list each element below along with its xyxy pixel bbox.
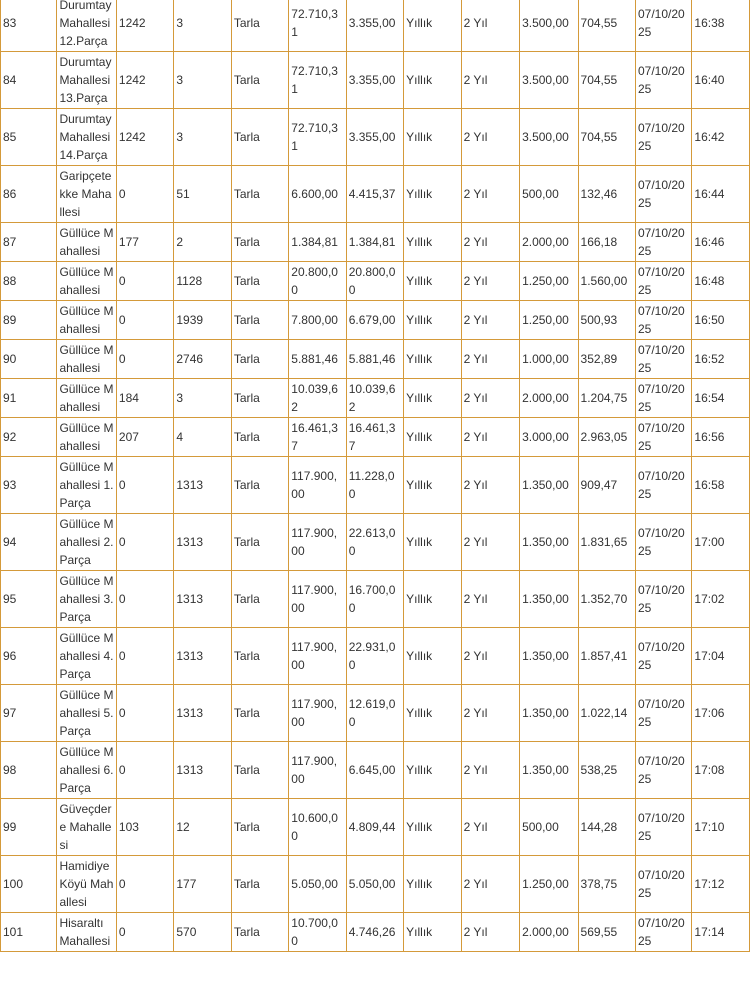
table-row [1,0,750,52]
parcel-cell: 12 [174,799,231,856]
period-cell: Yıllık [404,301,461,340]
price-cell: 500,00 [520,166,578,223]
parcel-cell: 1128 [174,262,231,301]
price-cell: 1.350,00 [520,685,578,742]
neighborhood-cell: Güllüce Mahallesi 3.Parça [57,571,116,628]
row-number-cell: 95 [1,571,57,628]
price-cell: 3.500,00 [520,0,578,52]
duration-cell: 2 Yıl [461,166,519,223]
table-row [1,340,750,379]
period-cell: Yıllık [404,913,461,952]
block-cell: 207 [116,418,173,457]
price-cell: 1.350,00 [520,628,578,685]
time-cell: 17:12 [692,856,750,913]
neighborhood-cell: Güveçdere Mahallesi [57,799,116,856]
leased-area-cell: 4.809,44 [346,799,403,856]
table-row [1,418,750,457]
leased-area-cell: 3.355,00 [346,52,403,109]
leased-area-cell: 5.881,46 [346,340,403,379]
row-number-cell: 92 [1,418,57,457]
table-row [1,223,750,262]
duration-cell: 2 Yıl [461,262,519,301]
table-row [1,166,750,223]
row-number-cell: 99 [1,799,57,856]
block-cell: 1242 [116,0,173,52]
leased-area-cell: 4.746,26 [346,913,403,952]
leased-area-cell: 3.355,00 [346,0,403,52]
date-cell: 07/10/2025 [635,166,691,223]
row-number-cell: 101 [1,913,57,952]
neighborhood-cell: Güllüce Mahallesi 1.Parça [57,457,116,514]
block-cell: 0 [116,457,173,514]
type-cell: Tarla [231,223,288,262]
type-cell: Tarla [231,742,288,799]
duration-cell: 2 Yıl [461,223,519,262]
row-number-cell: 98 [1,742,57,799]
price-cell: 1.250,00 [520,856,578,913]
deposit-cell: 704,55 [578,109,635,166]
parcel-cell: 1313 [174,628,231,685]
block-cell: 0 [116,628,173,685]
duration-cell: 2 Yıl [461,742,519,799]
block-cell: 0 [116,301,173,340]
neighborhood-cell: Hisaraltı Mahallesi [57,913,116,952]
block-cell: 0 [116,571,173,628]
type-cell: Tarla [231,913,288,952]
leased-area-cell: 6.679,00 [346,301,403,340]
type-cell: Tarla [231,856,288,913]
price-cell: 2.000,00 [520,223,578,262]
period-cell: Yıllık [404,262,461,301]
date-cell: 07/10/2025 [635,109,691,166]
type-cell: Tarla [231,418,288,457]
parcel-cell: 1313 [174,571,231,628]
date-cell: 07/10/2025 [635,379,691,418]
type-cell: Tarla [231,301,288,340]
deposit-cell: 1.857,41 [578,628,635,685]
time-cell: 16:54 [692,379,750,418]
period-cell: Yıllık [404,379,461,418]
row-number-cell: 97 [1,685,57,742]
parcel-cell: 1939 [174,301,231,340]
time-cell: 16:44 [692,166,750,223]
period-cell: Yıllık [404,457,461,514]
row-number-cell: 88 [1,262,57,301]
time-cell: 17:14 [692,913,750,952]
parcel-cell: 3 [174,109,231,166]
table-row [1,379,750,418]
time-cell: 16:56 [692,418,750,457]
table-row [1,301,750,340]
parcel-cell: 3 [174,0,231,52]
neighborhood-cell: Hamidiye Köyü Mahallesi [57,856,116,913]
date-cell: 07/10/2025 [635,0,691,52]
parcel-cell: 3 [174,52,231,109]
parcel-cell: 1313 [174,514,231,571]
area-cell: 72.710,31 [289,52,346,109]
neighborhood-cell: Güllüce Mahallesi 5.Parça [57,685,116,742]
leased-area-cell: 20.800,00 [346,262,403,301]
row-number-cell: 85 [1,109,57,166]
period-cell: Yıllık [404,685,461,742]
deposit-cell: 1.352,70 [578,571,635,628]
table-row [1,628,750,685]
row-number-cell: 94 [1,514,57,571]
period-cell: Yıllık [404,856,461,913]
area-cell: 10.700,00 [289,913,346,952]
deposit-cell: 352,89 [578,340,635,379]
area-cell: 72.710,31 [289,0,346,52]
duration-cell: 2 Yıl [461,856,519,913]
period-cell: Yıllık [404,418,461,457]
date-cell: 07/10/2025 [635,913,691,952]
time-cell: 17:10 [692,799,750,856]
type-cell: Tarla [231,340,288,379]
parcel-cell: 2 [174,223,231,262]
row-number-cell: 91 [1,379,57,418]
date-cell: 07/10/2025 [635,418,691,457]
leased-area-cell: 22.931,00 [346,628,403,685]
row-number-cell: 89 [1,301,57,340]
type-cell: Tarla [231,571,288,628]
duration-cell: 2 Yıl [461,379,519,418]
duration-cell: 2 Yıl [461,109,519,166]
duration-cell: 2 Yıl [461,571,519,628]
duration-cell: 2 Yıl [461,301,519,340]
area-cell: 6.600,00 [289,166,346,223]
table-row [1,913,750,952]
block-cell: 0 [116,742,173,799]
deposit-cell: 166,18 [578,223,635,262]
neighborhood-cell: Güllüce Mahallesi [57,301,116,340]
deposit-cell: 500,93 [578,301,635,340]
type-cell: Tarla [231,0,288,52]
table-row [1,742,750,799]
price-cell: 1.250,00 [520,301,578,340]
price-cell: 2.000,00 [520,913,578,952]
price-cell: 1.350,00 [520,571,578,628]
period-cell: Yıllık [404,340,461,379]
table-row [1,52,750,109]
block-cell: 0 [116,340,173,379]
time-cell: 16:46 [692,223,750,262]
row-number-cell: 86 [1,166,57,223]
deposit-cell: 1.560,00 [578,262,635,301]
type-cell: Tarla [231,457,288,514]
parcel-cell: 1313 [174,457,231,514]
deposit-cell: 569,55 [578,913,635,952]
neighborhood-cell: Güllüce Mahallesi [57,418,116,457]
period-cell: Yıllık [404,799,461,856]
period-cell: Yıllık [404,0,461,52]
block-cell: 0 [116,685,173,742]
duration-cell: 2 Yıl [461,628,519,685]
row-number-cell: 100 [1,856,57,913]
block-cell: 103 [116,799,173,856]
duration-cell: 2 Yıl [461,685,519,742]
duration-cell: 2 Yıl [461,0,519,52]
type-cell: Tarla [231,52,288,109]
time-cell: 16:42 [692,109,750,166]
area-cell: 117.900,00 [289,628,346,685]
leased-area-cell: 22.613,00 [346,514,403,571]
period-cell: Yıllık [404,166,461,223]
leased-area-cell: 11.228,00 [346,457,403,514]
parcel-cell: 51 [174,166,231,223]
period-cell: Yıllık [404,109,461,166]
type-cell: Tarla [231,685,288,742]
price-cell: 1.250,00 [520,262,578,301]
block-cell: 1242 [116,109,173,166]
time-cell: 16:50 [692,301,750,340]
date-cell: 07/10/2025 [635,742,691,799]
time-cell: 17:00 [692,514,750,571]
area-cell: 10.600,00 [289,799,346,856]
date-cell: 07/10/2025 [635,514,691,571]
block-cell: 0 [116,856,173,913]
date-cell: 07/10/2025 [635,52,691,109]
price-cell: 3.500,00 [520,52,578,109]
type-cell: Tarla [231,379,288,418]
row-number-cell: 96 [1,628,57,685]
type-cell: Tarla [231,109,288,166]
deposit-cell: 144,28 [578,799,635,856]
price-cell: 1.350,00 [520,457,578,514]
area-cell: 10.039,62 [289,379,346,418]
leased-area-cell: 10.039,62 [346,379,403,418]
row-number-cell: 93 [1,457,57,514]
deposit-cell: 132,46 [578,166,635,223]
area-cell: 5.050,00 [289,856,346,913]
neighborhood-cell: Durumtay Mahallesi 12.Parça [57,0,116,52]
duration-cell: 2 Yıl [461,514,519,571]
duration-cell: 2 Yıl [461,52,519,109]
type-cell: Tarla [231,799,288,856]
date-cell: 07/10/2025 [635,799,691,856]
deposit-cell: 538,25 [578,742,635,799]
area-cell: 16.461,37 [289,418,346,457]
row-number-cell: 90 [1,340,57,379]
time-cell: 16:40 [692,52,750,109]
leased-area-cell: 16.461,37 [346,418,403,457]
table-row [1,109,750,166]
date-cell: 07/10/2025 [635,262,691,301]
time-cell: 16:52 [692,340,750,379]
parcel-cell: 1313 [174,685,231,742]
leased-area-cell: 1.384,81 [346,223,403,262]
price-cell: 3.500,00 [520,109,578,166]
area-cell: 7.800,00 [289,301,346,340]
date-cell: 07/10/2025 [635,457,691,514]
date-cell: 07/10/2025 [635,223,691,262]
area-cell: 117.900,00 [289,685,346,742]
area-cell: 117.900,00 [289,742,346,799]
deposit-cell: 1.831,65 [578,514,635,571]
table-row [1,262,750,301]
duration-cell: 2 Yıl [461,799,519,856]
type-cell: Tarla [231,514,288,571]
leased-area-cell: 5.050,00 [346,856,403,913]
neighborhood-cell: Güllüce Mahallesi 2.Parça [57,514,116,571]
period-cell: Yıllık [404,571,461,628]
price-cell: 1.350,00 [520,742,578,799]
price-cell: 1.000,00 [520,340,578,379]
deposit-cell: 704,55 [578,52,635,109]
neighborhood-cell: Güllüce Mahallesi [57,379,116,418]
period-cell: Yıllık [404,52,461,109]
block-cell: 177 [116,223,173,262]
block-cell: 184 [116,379,173,418]
time-cell: 16:48 [692,262,750,301]
date-cell: 07/10/2025 [635,856,691,913]
type-cell: Tarla [231,166,288,223]
row-number-cell: 87 [1,223,57,262]
time-cell: 16:38 [692,0,750,52]
time-cell: 17:02 [692,571,750,628]
parcel-cell: 2746 [174,340,231,379]
price-cell: 3.000,00 [520,418,578,457]
deposit-cell: 1.022,14 [578,685,635,742]
leased-area-cell: 6.645,00 [346,742,403,799]
table-row [1,685,750,742]
deposit-cell: 909,47 [578,457,635,514]
type-cell: Tarla [231,262,288,301]
date-cell: 07/10/2025 [635,628,691,685]
deposit-cell: 1.204,75 [578,379,635,418]
table-row [1,799,750,856]
area-cell: 117.900,00 [289,514,346,571]
block-cell: 0 [116,262,173,301]
neighborhood-cell: Güllüce Mahallesi 4.Parça [57,628,116,685]
area-cell: 117.900,00 [289,571,346,628]
date-cell: 07/10/2025 [635,301,691,340]
neighborhood-cell: Durumtay Mahallesi 13.Parça [57,52,116,109]
block-cell: 0 [116,913,173,952]
table-row [1,856,750,913]
duration-cell: 2 Yıl [461,340,519,379]
block-cell: 0 [116,166,173,223]
date-cell: 07/10/2025 [635,685,691,742]
parcel-cell: 1313 [174,742,231,799]
parcel-cell: 570 [174,913,231,952]
leased-area-cell: 12.619,00 [346,685,403,742]
period-cell: Yıllık [404,742,461,799]
row-number-cell: 84 [1,52,57,109]
neighborhood-cell: Güllüce Mahallesi 6.Parça [57,742,116,799]
period-cell: Yıllık [404,514,461,571]
neighborhood-cell: Güllüce Mahallesi [57,340,116,379]
time-cell: 16:58 [692,457,750,514]
leased-area-cell: 16.700,00 [346,571,403,628]
duration-cell: 2 Yıl [461,418,519,457]
area-cell: 5.881,46 [289,340,346,379]
time-cell: 17:04 [692,628,750,685]
leased-area-cell: 4.415,37 [346,166,403,223]
duration-cell: 2 Yıl [461,457,519,514]
block-cell: 1242 [116,52,173,109]
neighborhood-cell: Durumtay Mahallesi 14.Parça [57,109,116,166]
area-cell: 117.900,00 [289,457,346,514]
row-number-cell: 83 [1,0,57,52]
leased-area-cell: 3.355,00 [346,109,403,166]
area-cell: 72.710,31 [289,109,346,166]
price-cell: 2.000,00 [520,379,578,418]
date-cell: 07/10/2025 [635,340,691,379]
parcel-cell: 177 [174,856,231,913]
type-cell: Tarla [231,628,288,685]
date-cell: 07/10/2025 [635,571,691,628]
time-cell: 17:08 [692,742,750,799]
price-cell: 500,00 [520,799,578,856]
duration-cell: 2 Yıl [461,913,519,952]
deposit-cell: 704,55 [578,0,635,52]
parcel-cell: 3 [174,379,231,418]
table-row [1,514,750,571]
deposit-cell: 378,75 [578,856,635,913]
neighborhood-cell: Güllüce Mahallesi [57,223,116,262]
table-row [1,457,750,514]
neighborhood-cell: Güllüce Mahallesi [57,262,116,301]
deposit-cell: 2.963,05 [578,418,635,457]
table-row [1,571,750,628]
price-cell: 1.350,00 [520,514,578,571]
neighborhood-cell: Garipçetekke Mahallesi [57,166,116,223]
time-cell: 17:06 [692,685,750,742]
period-cell: Yıllık [404,223,461,262]
period-cell: Yıllık [404,628,461,685]
block-cell: 0 [116,514,173,571]
table-body [1,0,750,952]
parcel-cell: 4 [174,418,231,457]
area-cell: 20.800,00 [289,262,346,301]
area-cell: 1.384,81 [289,223,346,262]
